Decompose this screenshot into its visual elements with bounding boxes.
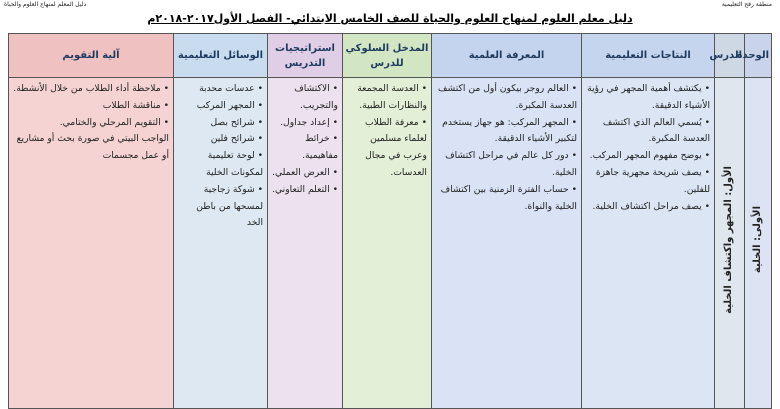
media-item: • شرائح بصل [210,116,263,128]
media-cell [174,78,268,409]
evaluation-item: الواجب البيتي في صورة بحث أو مشاريع أو عمل مجسمات [16,133,169,162]
header-media: الوسائل التعليمية [174,34,268,78]
knowledge-item: • حساب الفترة الزمنية بين اكتشاف الخلية والنواة. [440,183,577,212]
evaluation-item: • مناقشة الطلاب [102,99,169,111]
strategy-item: • الاكتشاف والتجريب. [294,83,338,111]
outcome-item: • يُسمي العالم الذي اكتشف العدسة المكبرة. [602,116,710,145]
media-item: • المجهر المركب [196,99,263,111]
media-item: • شرائح فلين [210,133,263,145]
outcome-item: • يصف شريحة مجهرية جاهزة للفلين. [595,166,710,195]
header-entry: المدخل السلوكي للدرس [343,34,432,78]
outcome-item: • يصف مراحل اكتشاف الخلية. [592,200,710,212]
entry-item: • معرفة الطلاب لعلماء مسلمين وعرب في مجال العدسات. [364,116,427,178]
strategy-item: • إعداد جداول. [280,116,338,128]
knowledge-cell [432,78,582,409]
lesson-label: الأول: المجهر واكتشاف الخلية [723,165,735,314]
unit-label: الأولى: الخلية [751,206,763,274]
evaluation-item: • ملاحظة أداء الطلاب من خلال الأنشطة. [13,83,169,94]
header-evaluation: آلية التقويم [9,34,174,78]
header-knowledge: المعرفة العلمية [432,34,582,78]
header-outcomes: النتاجات التعليمية [582,34,715,78]
media-item: • عدسات محدبة [199,83,263,94]
evaluation-cell [9,78,174,409]
outcome-item: • يكتشف أهمية المجهر في رؤية الأشياء الدقيقة. [587,83,710,111]
knowledge-item: • العالم روجر بيكون أول من اكتشف العدسة المكبرة. [438,83,577,111]
lesson-cell [715,78,745,409]
strategies-cell [268,78,343,409]
strategy-item: • العرض العملي. [272,166,338,178]
evaluation-item: • التقويم المرحلي والختامي. [59,116,169,128]
outcome-item: • يوضح مفهوم المجهر المركب. [589,150,710,162]
strategy-item: • خرائط مفاهيمية. [302,133,338,162]
page-title: دليل معلم العلوم لمنهاج العلوم والحياة للصف الخامس الابتدائي- الفصل الأول٢٠١٧-٢٠١٨م [147,12,633,25]
entry-cell [343,78,432,409]
knowledge-item: • المجهر المركب: هو جهاز يستخدم لتكبير الأشياء الدقيقة. [442,116,577,145]
header-strategies: استراتيجيات التدريس [268,34,343,78]
entry-item: • العدسة المجمعة والنظارات الطبية. [357,83,427,111]
header-lesson: الدرس [715,34,745,78]
strategy-item: • التعلم التعاوني. [272,183,338,195]
outcomes-cell [582,78,715,409]
header-unit: الوحدة [745,34,772,78]
media-item: • شوكة زجاجية لمسحها من باطن الخد [196,183,263,229]
header-left-note: دليل المعلم لمنهاج العلوم والحياة [4,1,87,8]
unit-cell [745,78,772,409]
media-item: • لوحة تعليمية لمكونات الخلية [206,150,263,178]
knowledge-item: • دور كل عالم في مراحل اكتشاف الخلية. [445,150,577,178]
lesson-plan-table [8,33,772,409]
table-header-row [9,34,772,78]
table-row [9,78,772,409]
header-right-note: منطقة رفح التعليمية [721,1,772,8]
